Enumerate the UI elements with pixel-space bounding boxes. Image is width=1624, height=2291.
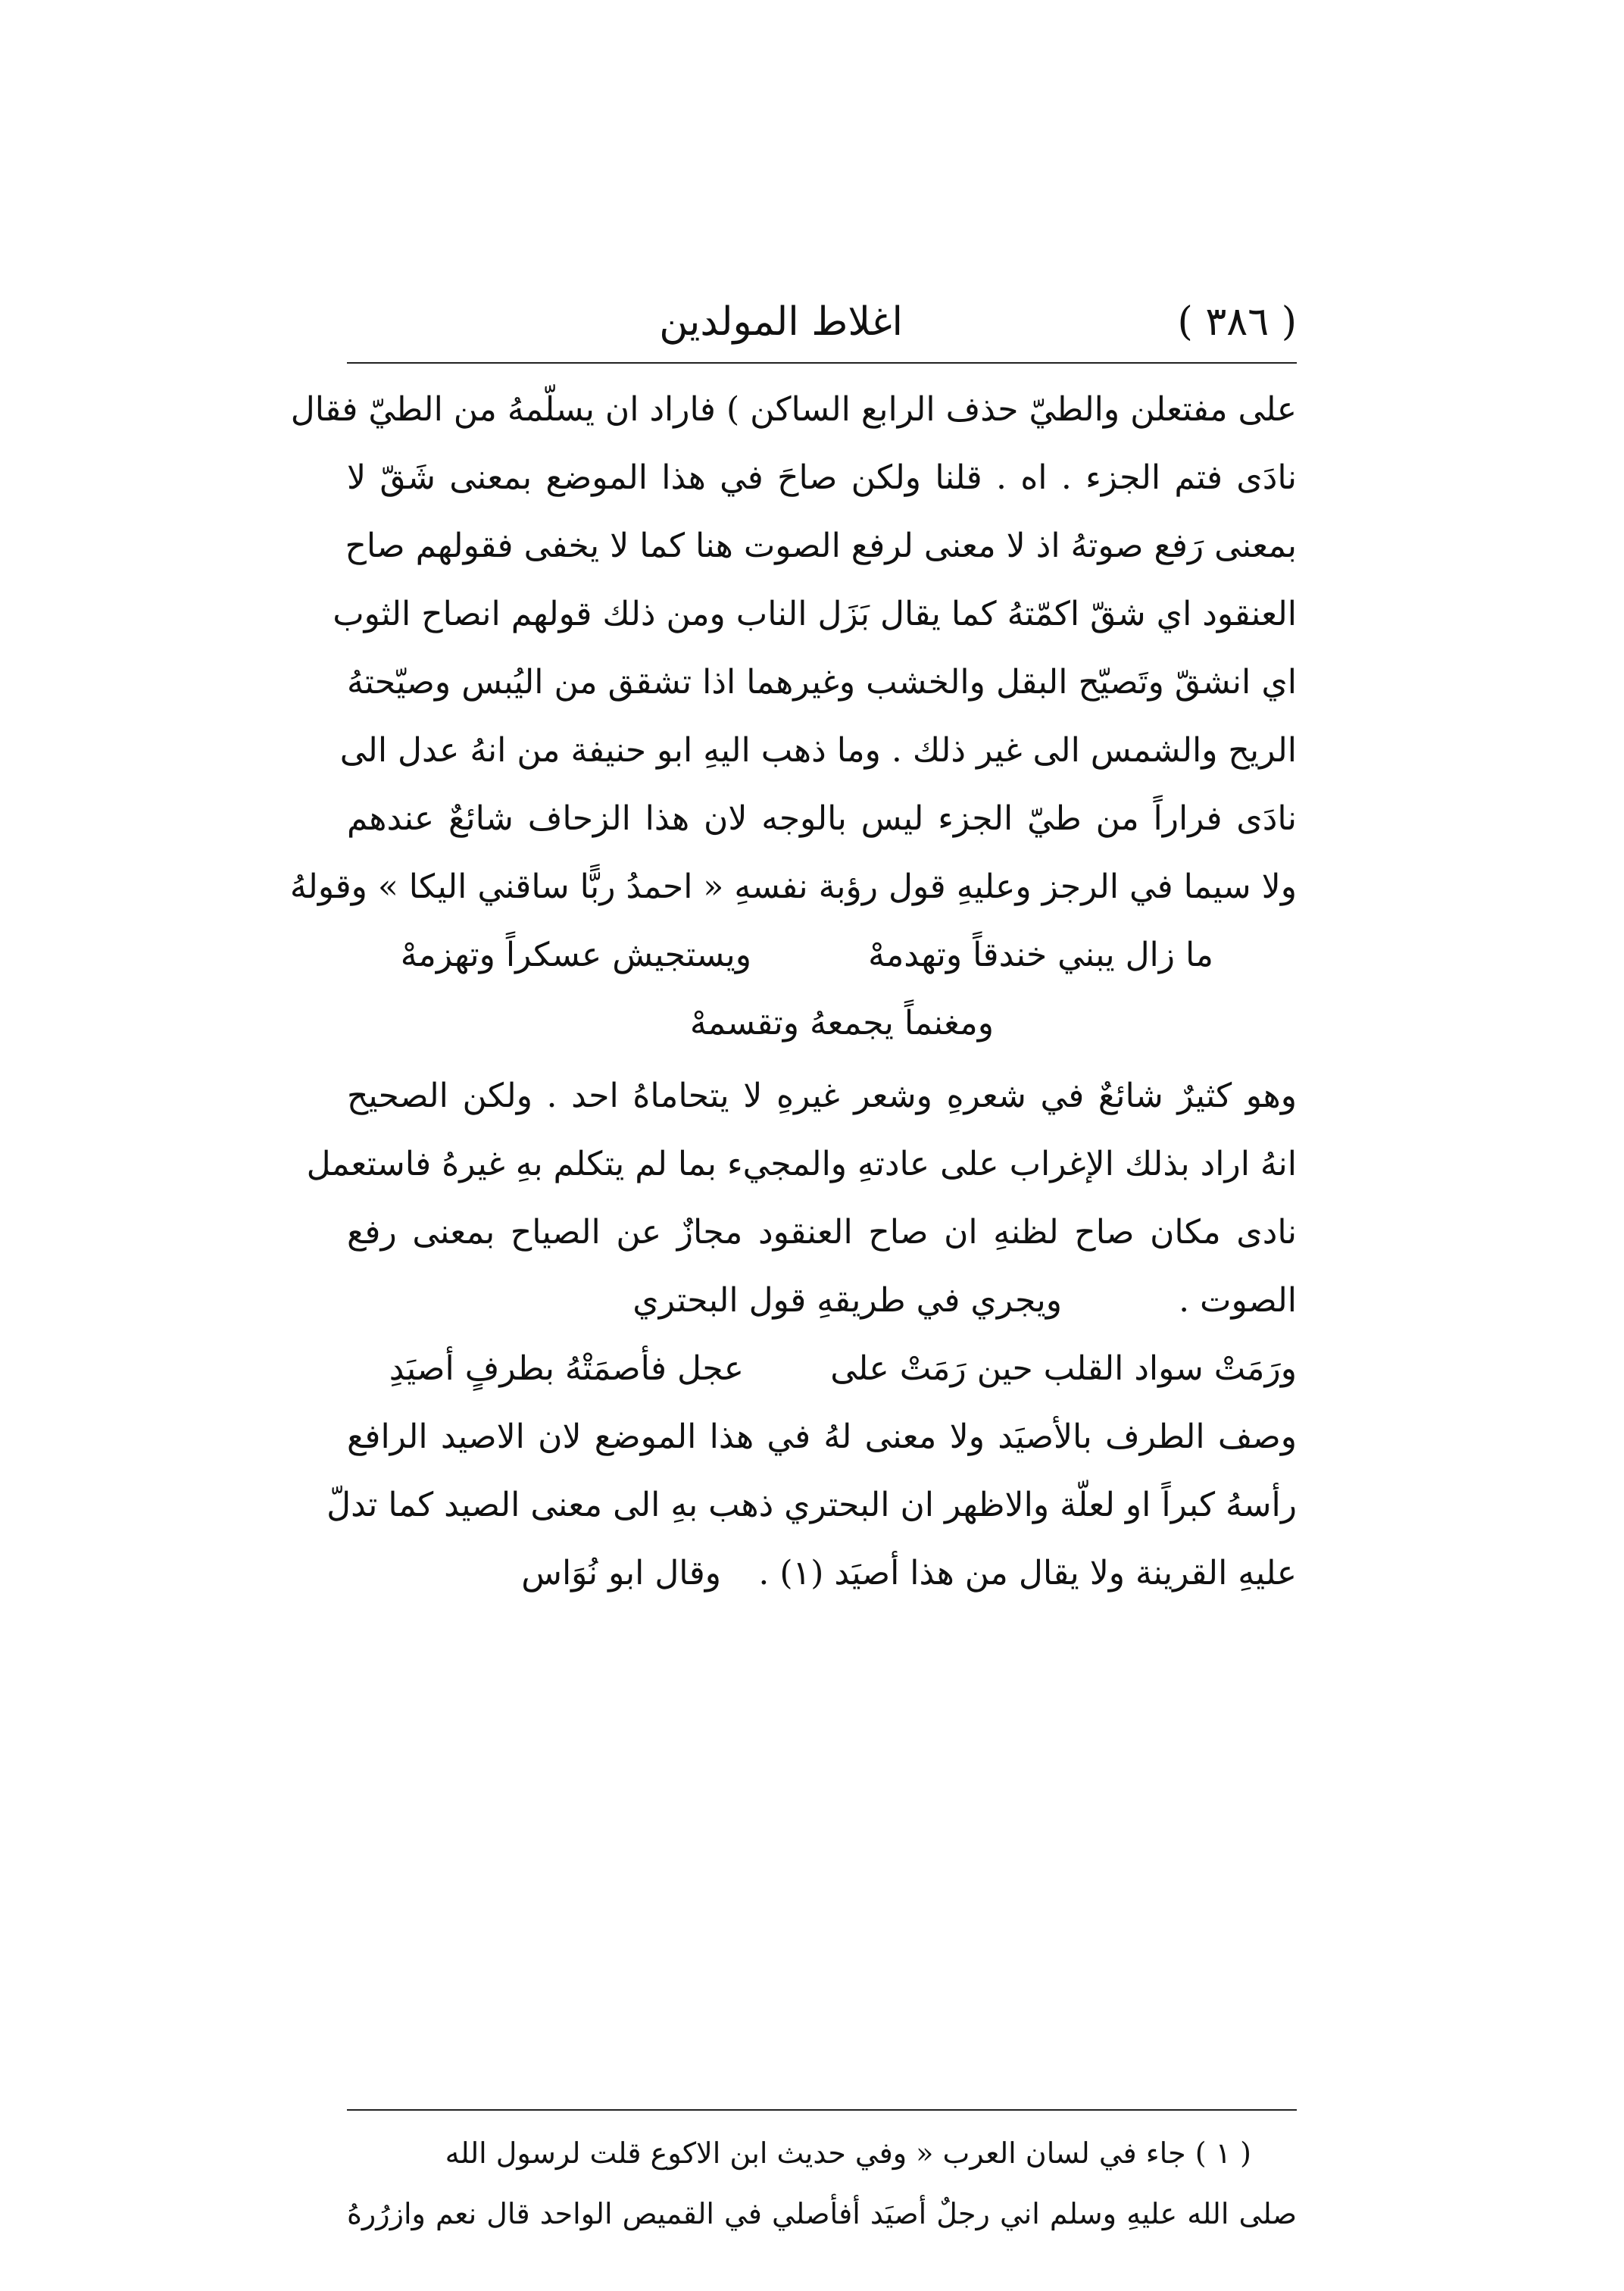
verse-line [347, 1335, 1297, 1403]
text-line: اي انشقّ وتَصيّح البقل والخشب وغيرهما اذا تشقق من اليُبس وصيّحتهُ [347, 663, 1297, 702]
text-line: نادَى فتم الجزء . اه . قلنا ولكن صاحَ في هذا الموضع بمعنى شَقّ لا [347, 458, 1297, 497]
text-segment: عليهِ القرينة ولا يقال من هذا أصيَد (١) . [758, 1554, 1297, 1592]
page-header [347, 288, 1297, 356]
page-number: ( ٣٨٦ ) [1177, 299, 1297, 345]
text-line: على مفتعلن والطيّ حذف الرابع الساكن ) فاراد ان يسلّمهُ من الطيّ فقال [290, 390, 1297, 429]
text-line: العنقود اي شقّ اكمّتهُ كما يقال بَزَل الناب ومن ذلك قولهم انصاح الثوب [333, 595, 1297, 633]
text-line: نادَى فراراً من طيّ الجزء ليس بالوجه لان هذا الزحاف شائعٌ عندهم [347, 799, 1297, 838]
footnote-rule [347, 2109, 1297, 2111]
verse-line [347, 989, 1297, 1058]
verse-hemistich-second: ويستجيش عسكراً وتهزمهْ [400, 936, 751, 974]
footnote-line: صلى الله عليهِ وسلم اني رجلٌ أصيَد أفأصلي في القميص الواحد قال نعم وازرُرهُ [347, 2197, 1297, 2230]
text-line [347, 1539, 1297, 1608]
text-line: نادى مكان صاح لظنهِ ان صاح العنقود مجازٌ عن الصياح بمعنى رفع [347, 1213, 1297, 1252]
footnote-line: ( ١ ) جاء في لسان العرب « وفي حديث ابن الاكوع قلت لرسول الله [445, 2136, 1251, 2170]
text-line: رأسهُ كبراً او لعلّة والاظهر ان البحتري ذهب بهِ الى معنى الصيد كما تدلّ [326, 1486, 1297, 1524]
verse-hemistich-second: عجل فأصمَتْهُ بطرفٍ أصيَدِ [389, 1349, 744, 1388]
verse-line [347, 921, 1297, 989]
text-segment: وقال ابو نُوَاس [521, 1554, 721, 1592]
text-line: بمعنى رَفع صوتهُ اذ لا معنى لرفع الصوت هنا كما لا يخفى فقولهم صاح [345, 527, 1297, 565]
verse-hemistich-first: ما زال يبني خندقاً وتهدمهْ [868, 936, 1213, 974]
text-segment: الصوت . [1179, 1281, 1297, 1320]
header-rule [347, 362, 1297, 364]
text-line: وصف الطرف بالأصيَد ولا معنى لهُ في هذا الموضع لان الاصيد الرافع [347, 1417, 1297, 1456]
verse-hemistich-first: ورَمَتْ سواد القلب حين رَمَتْ على [830, 1349, 1297, 1388]
text-line: انهُ اراد بذلك الإغراب على عادتهِ والمجيء بما لم يتكلم بهِ غيرهُ فاستعمل [306, 1145, 1297, 1183]
text-line: الريح والشمس الى غير ذلك . وما ذهب اليهِ ابو حنيفة من انهُ عدل الى [339, 731, 1297, 770]
text-line: وهو كثيرٌ شائعٌ في شعرهِ وشعر غيرهِ لا يتحاماهُ احد . ولكن الصحيح [347, 1077, 1297, 1115]
running-title: اغلاط المولدين [659, 299, 903, 345]
text-line [347, 1267, 1297, 1335]
verse-hemistich-third: ومغنماً يجمعهُ وتقسمهْ [689, 1004, 994, 1042]
text-segment: ويجري في طريقهِ قول البحتري [632, 1281, 1062, 1320]
text-line: ولا سيما في الرجز وعليهِ قول رؤبة نفسهِ « احمدُ ربًّا ساقني اليكا » وقولهُ [289, 867, 1297, 906]
